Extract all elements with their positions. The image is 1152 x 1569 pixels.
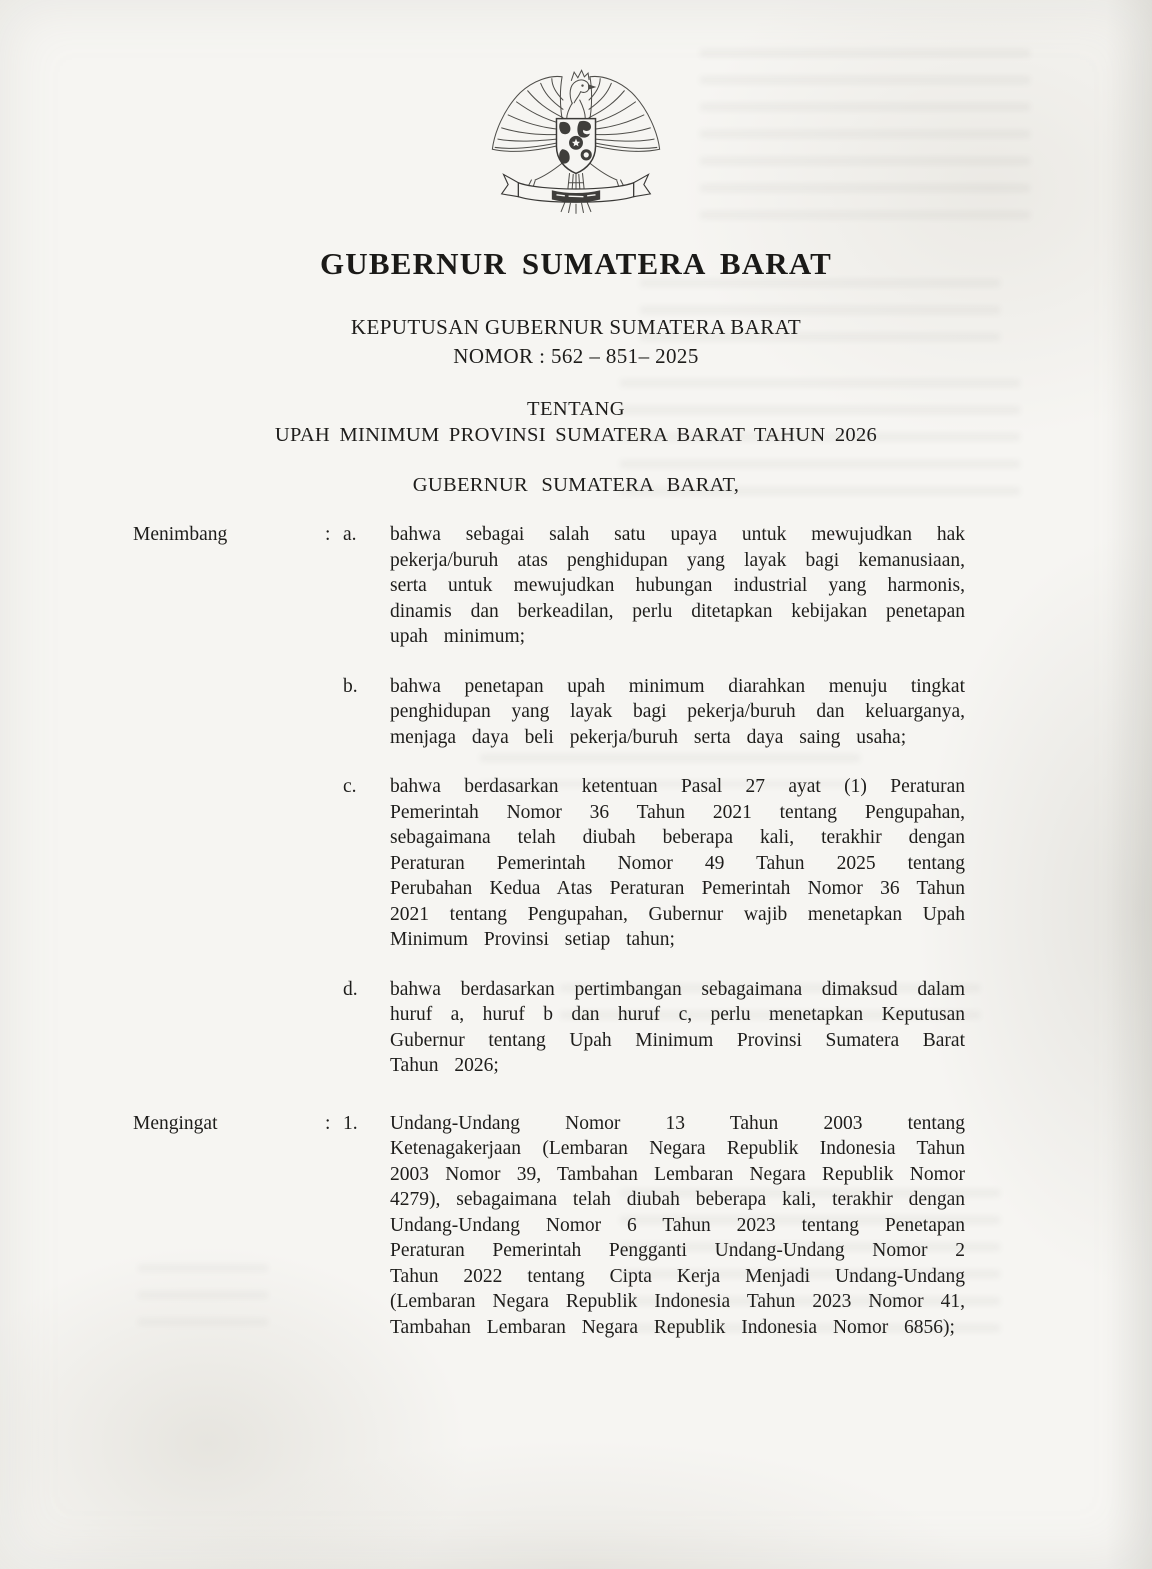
page-title: GUBERNUR SUMATERA BARAT	[319, 246, 833, 281]
item-marker: a.	[343, 524, 357, 545]
about-title: UPAH MINIMUM PROVINSI SUMATERA BARAT TAHUN 2026	[274, 424, 878, 446]
recalling-item-1	[133, 1111, 1152, 1341]
separator-colon: :	[325, 1112, 331, 1134]
decree-number: NOMOR : 562 – 851– 2025	[453, 344, 699, 368]
garuda-pancasila-emblem	[483, 60, 669, 220]
item-marker: b.	[343, 675, 358, 697]
considering-label: Menimbang	[133, 524, 228, 545]
about-label: TENTANG	[527, 398, 625, 420]
salutation: GUBERNUR SUMATERA BARAT,	[412, 474, 740, 496]
item-text: bahwa berdasarkan pertimbangan sebagaimana dimaksud dalam huruf a, huruf b dan huruf c, perlu menetapkan Keputusan Gubernur tentang Upah Minimum Provinsi Sumatera Barat Tahun 2026;	[390, 978, 965, 1076]
decree-body	[0, 522, 1152, 1340]
label-spacer	[133, 774, 325, 953]
colon-spacer	[325, 674, 343, 751]
considering-item-b	[133, 674, 1152, 751]
label-spacer	[133, 977, 325, 1079]
garuda-icon	[483, 61, 669, 219]
item-marker: d.	[343, 978, 358, 1000]
label-spacer	[133, 674, 325, 751]
item-text: bahwa penetapan upah minimum diarahkan menuju tingkat penghidupan yang layak bagi pekerja/buruh dan keluarganya, menjaga daya beli pekerja/buruh serta daya saing usaha;	[390, 675, 965, 748]
item-text: Undang-Undang Nomor 13 Tahun 2003 tentang Ketenagakerjaan (Lembaran Negara Republik Indonesia Tahun 2003 Nomor 39, Tambahan Lembaran Negara Republik Nomor 4279), sebagaimana telah diubah beberapa kali, terakhir dengan Undang-Undang Nomor 6 Tahun 2023 tentang Penetapan Peraturan Pemerintah Pengganti Undang-Undang Nomor 2 Tahun 2022 tentang Cipta Kerja Menjadi Undang-Undang (Lembaran Negara Republik Indonesia Tahun 2023 Nomor 41, Tambahan Lembaran Negara Republik Indonesia Nomor 6856);	[390, 1112, 965, 1338]
separator-colon: :	[325, 524, 331, 545]
colon-spacer	[325, 977, 343, 1079]
item-marker: 1.	[343, 1112, 358, 1134]
item-marker: c.	[343, 776, 357, 797]
considering-item-c	[133, 774, 1152, 953]
colon-spacer	[325, 774, 343, 953]
recalling-label: Mengingat	[133, 1112, 218, 1134]
considering-item-d	[133, 977, 1152, 1079]
bleedthrough-artifact	[700, 40, 1030, 230]
decree-title: KEPUTUSAN GUBERNUR SUMATERA BARAT	[350, 315, 802, 339]
item-text: bahwa sebagai salah satu upaya untuk mewujudkan hak pekerja/buruh atas penghidupan yang layak bagi kemanusiaan, serta untuk mewujudkan hubungan industrial yang harmonis, dinamis dan berkeadilan, perlu ditetapkan kebijakan penetapan upah minimum;	[390, 524, 965, 647]
considering-item-a	[133, 522, 1152, 650]
item-text: bahwa berdasarkan ketentuan Pasal 27 ayat (1) Peraturan Pemerintah Nomor 36 Tahun 2021 tentang Pengupahan, sebagaimana telah diubah beberapa kali, terakhir dengan Peraturan Pemerintah Nomor 49 Tahun 2025 tentang Perubahan Kedua Atas Peraturan Pemerintah Nomor 36 Tahun 2021 tentang Pengupahan, Gubernur wajib menetapkan Upah Minimum Provinsi setiap tahun;	[390, 776, 965, 950]
